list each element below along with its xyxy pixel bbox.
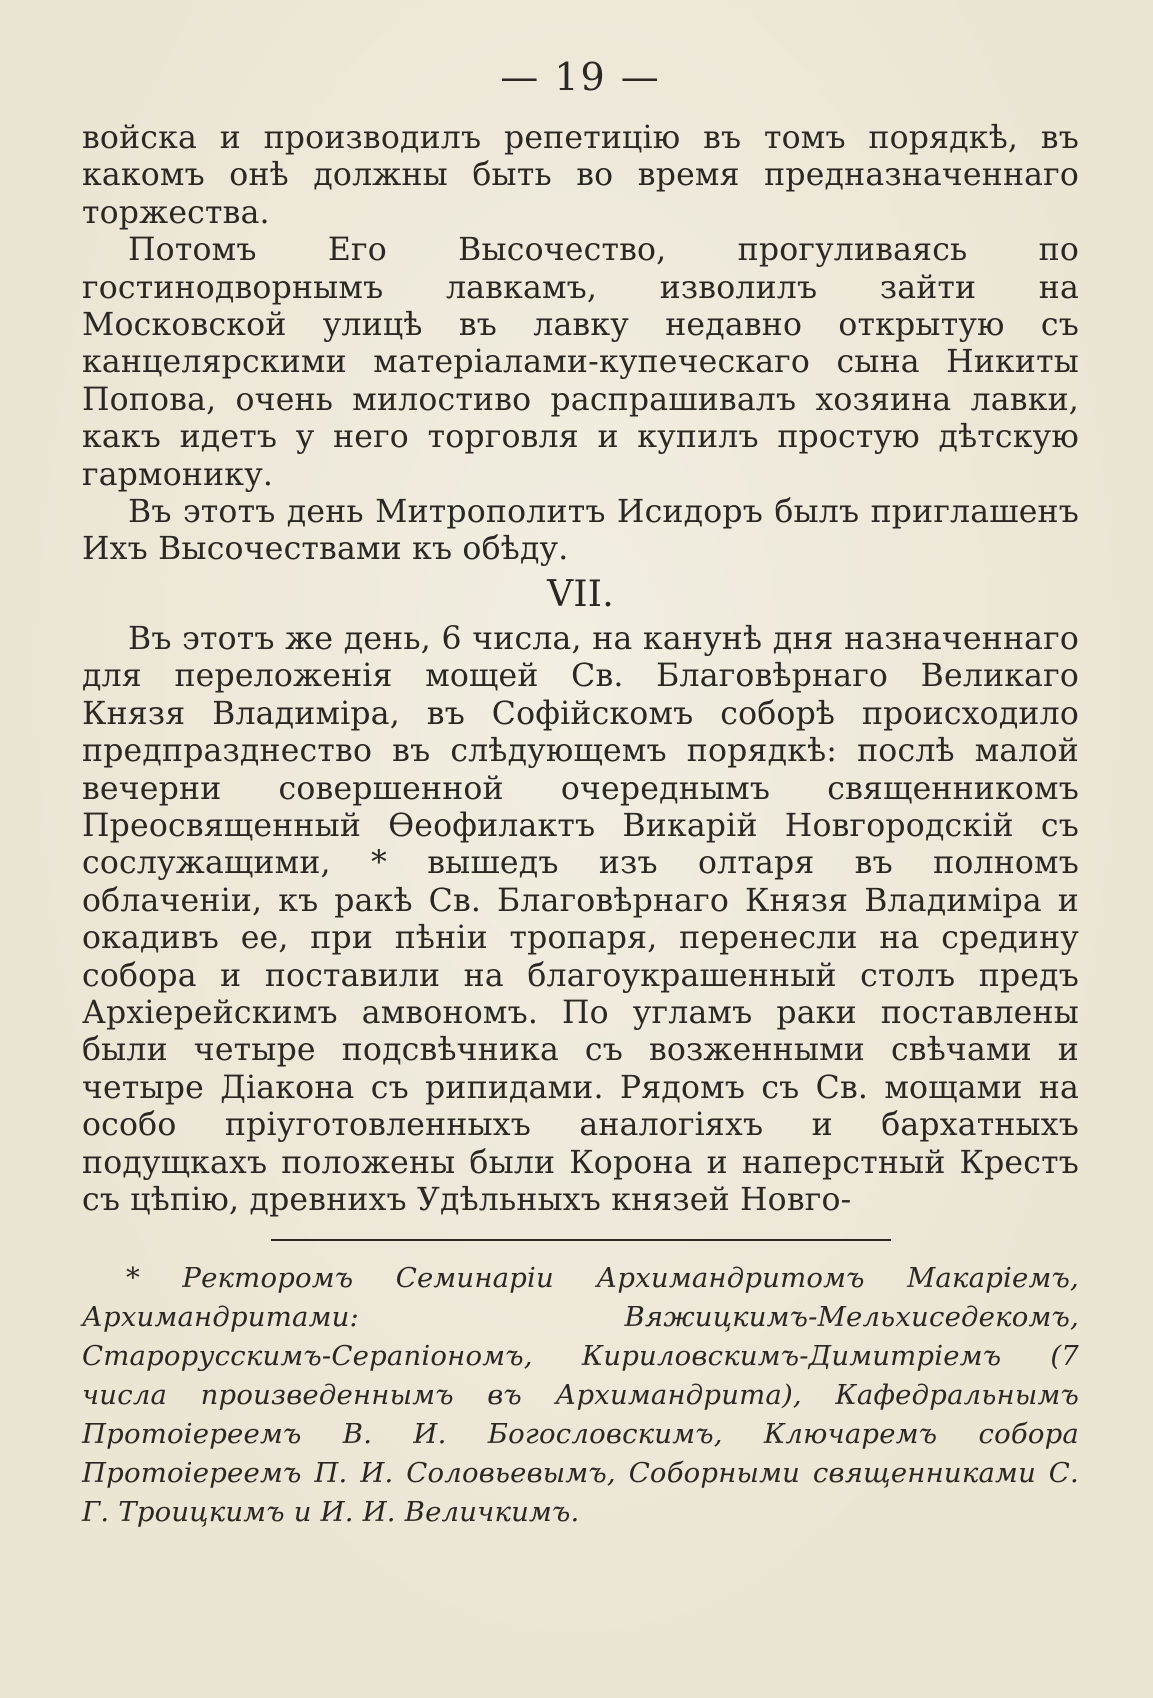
paragraph-3: Въ этотъ день Митрополитъ Исидоръ былъ приглашенъ Ихъ Высочествами къ обѣду. [82, 494, 1079, 568]
paragraph-1: войска и производилъ репетицію въ томъ порядкѣ, въ какомъ онѣ должны быть во время предназначеннаго торжества. [82, 120, 1079, 231]
footnote [82, 1259, 1079, 1532]
page-number: — 19 — [500, 55, 661, 99]
section-paragraph: Въ этотъ же день, 6 числа, на канунѣ дня назначеннаго для переложенія мощей Св. Благовѣрнаго Великаго Князя Владиміра, въ Софійскомъ соборѣ происходило предпразднество въ слѣдующемъ порядкѣ: послѣ малой вечерни совершенной очереднымъ священникомъ Преосвященный Ѳеофилактъ Викарій Новгородскій съ сослужащими, * вышедъ изъ олтаря въ полномъ облаченіи, къ ракѣ Св. Благовѣрнаго Князя Владиміра и окадивъ ее, при пѣніи тропаря, перенесли на средину собора и поставили на благоукрашенный столъ предъ Архіерейскимъ амвономъ. По угламъ раки поставлены были четыре подсвѣчника съ возженными свѣчами и четыре Діакона съ рипидами. Рядомъ съ Св. мощами на особо пріуготовленныхъ аналогіяхъ и бархатныхъ подущкахъ положены были Корона и наперстный Крестъ съ цѣпію, древнихъ Удѣльныхъ князей Новго- [82, 620, 1079, 1218]
paragraph-2: Потомъ Его Высочество, прогуливаясь по гостинодворнымъ лавкамъ, изволилъ зайти на Московской улицѣ въ лавку недавно открытую съ канцелярскими матеріалами-купеческаго сына Никиты Попова, очень милостиво распрашивалъ хозяина лавки, какъ идетъ у него торговля и купилъ простую дѣтскую гармонику. [82, 232, 1079, 493]
section-heading: VII. [547, 573, 614, 615]
main-text [82, 120, 1079, 1219]
footnote-divider [271, 1239, 891, 1241]
footnote-text: * Ректоромъ Семинаріи Архимандритомъ Макаріемъ, Архимандритами: Вяжицкимъ-Мельхиседекомъ, Старорусскимъ-Серапіономъ, Кириловскимъ-Димитріемъ (7 числа произведеннымъ въ Архимандрита), Кафедральнымъ Протоіереемъ В. И. Богословскимъ, Ключаремъ собора Протоіереемъ П. И. Соловьевымъ, Соборными священниками С. Г. Троицкимъ и И. И. Величкимъ. [82, 1262, 1079, 1529]
